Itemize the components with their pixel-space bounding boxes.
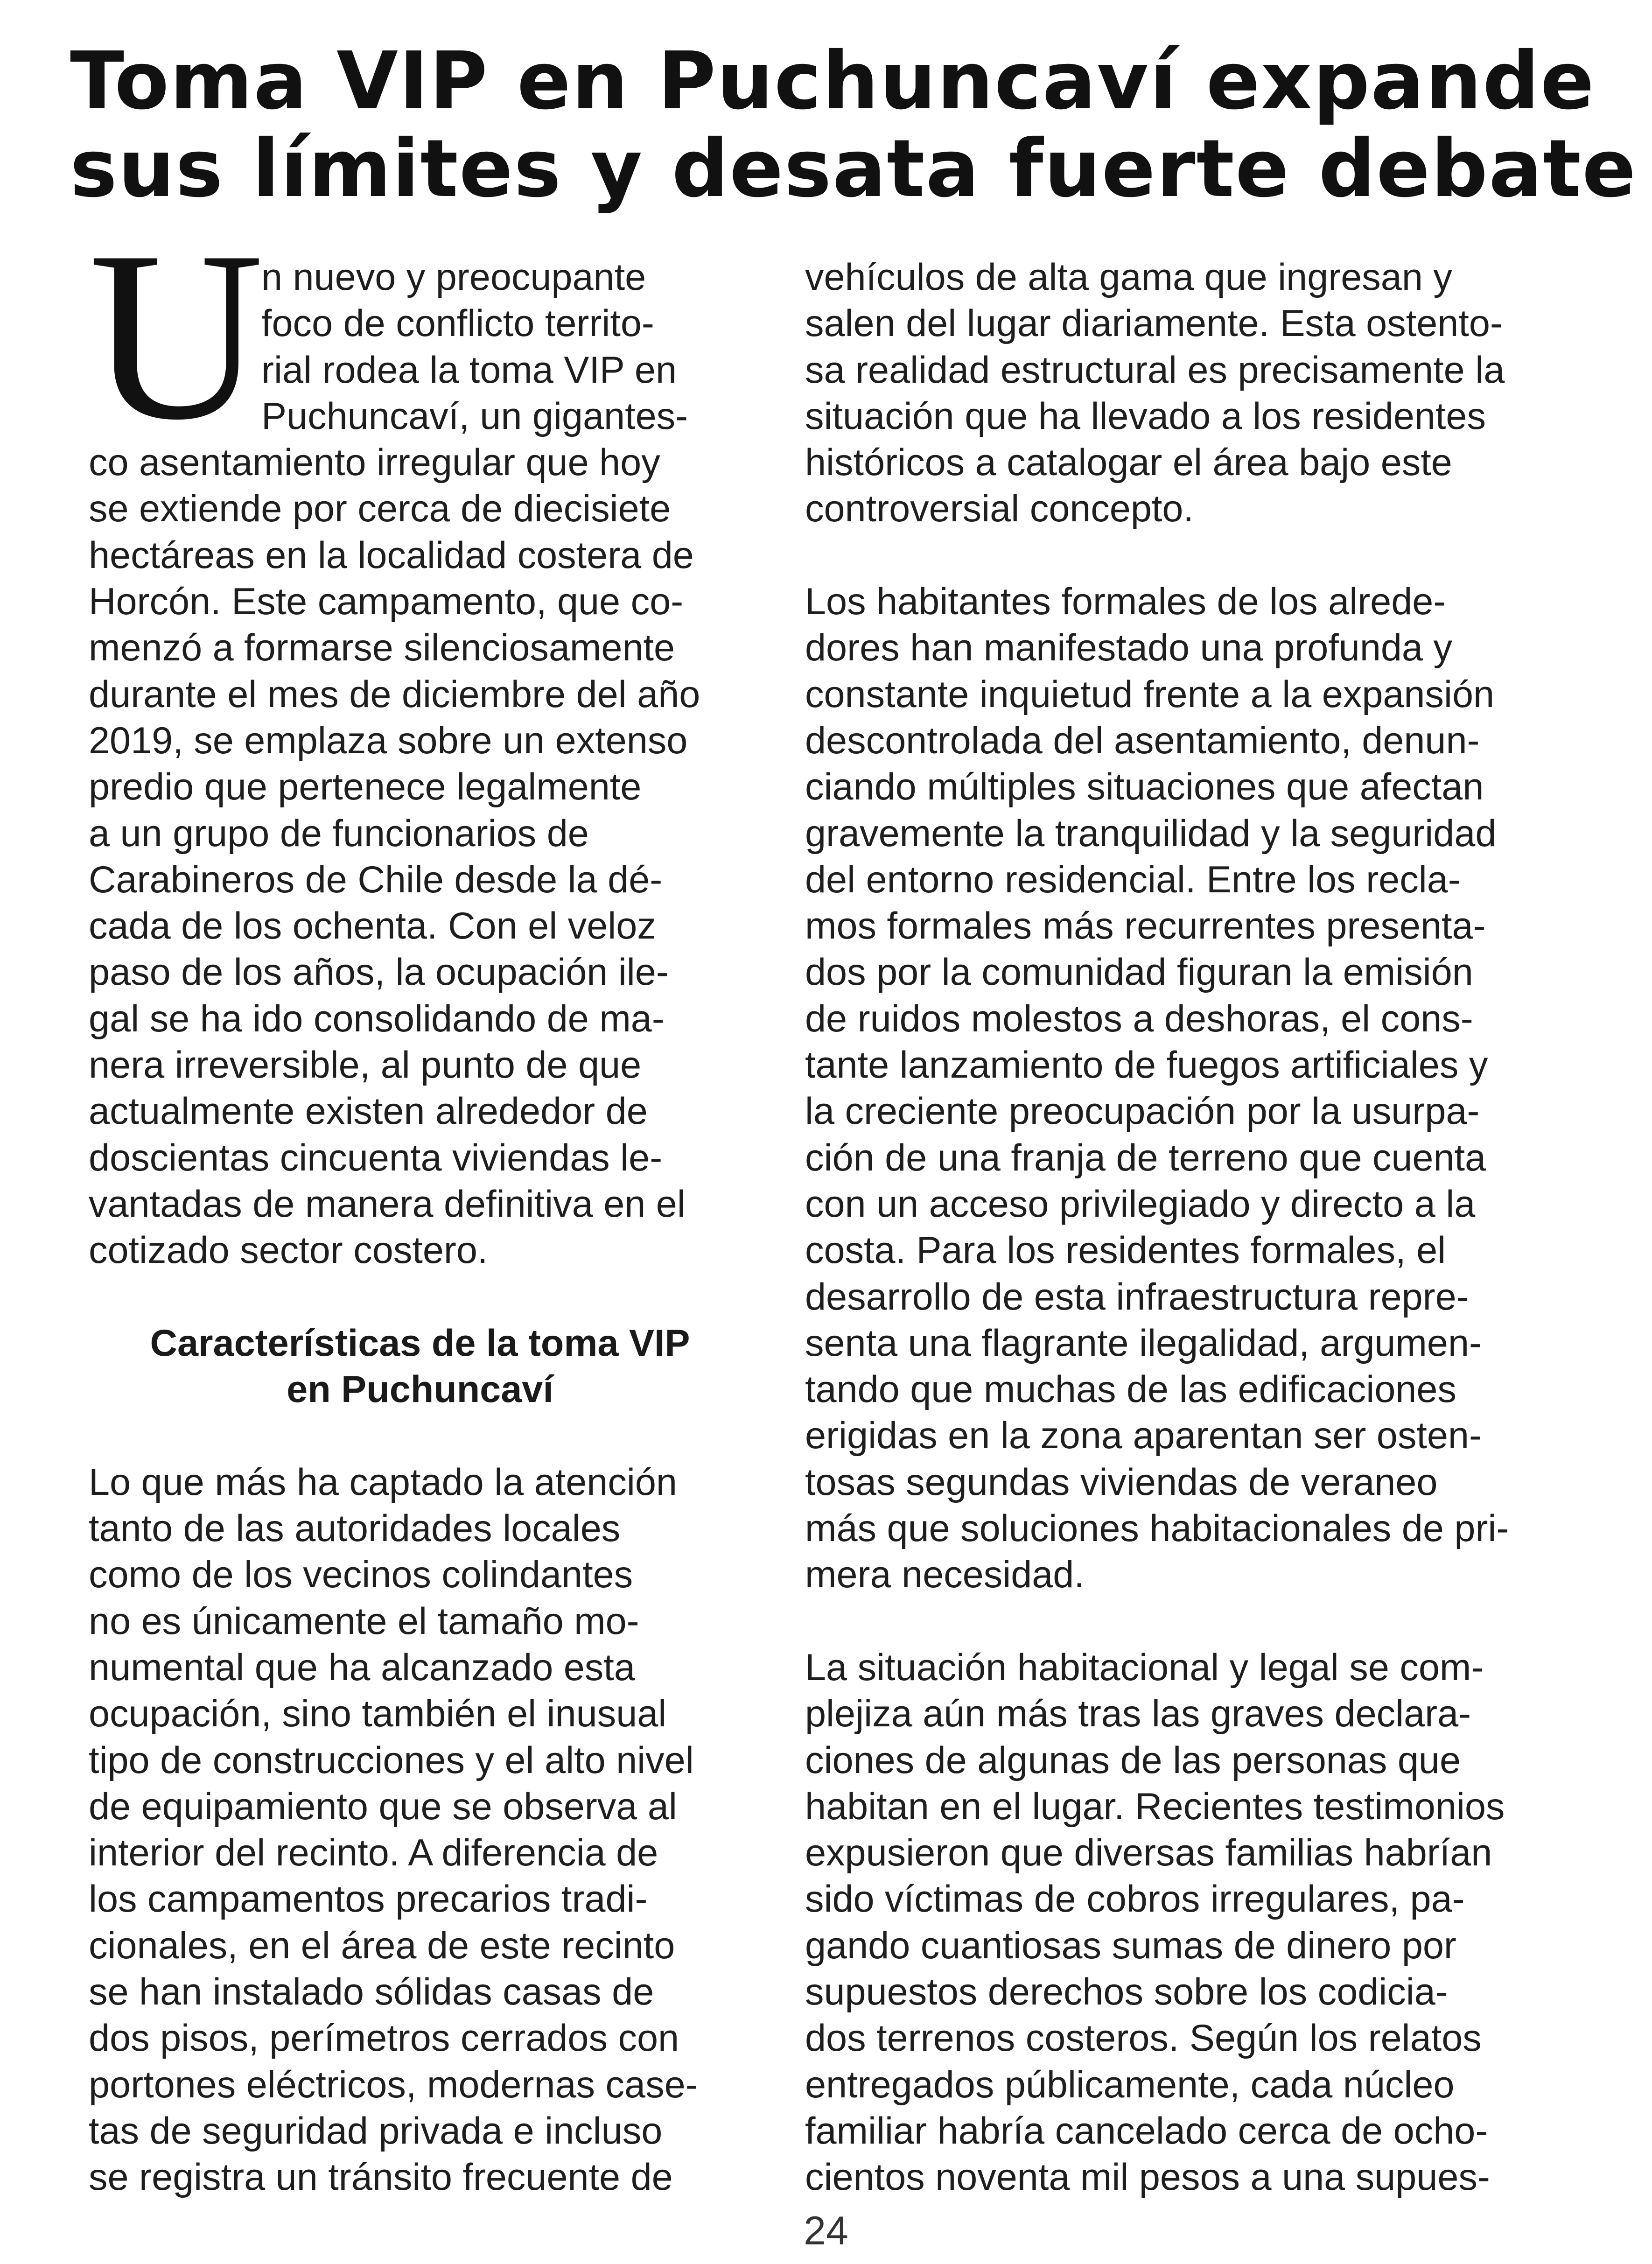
text-line: tante lanzamiento de fuegos artificiales y: [805, 1044, 1488, 1086]
text-line: costa. Para los residentes formales, el: [805, 1229, 1446, 1272]
paragraph-spacer: [805, 533, 1570, 579]
text-line: a un grupo de funcionarios de: [89, 812, 589, 855]
paragraph-spacer: [805, 1598, 1570, 1645]
text-line: se han instalado sólidas casas de: [89, 1970, 654, 2013]
text-line: expusieron que diversas familias habrían: [805, 1832, 1492, 1874]
text-line: se registra un tránsito frecuente de: [89, 2156, 673, 2199]
paragraph-testimonies: [805, 1645, 1570, 2201]
text-line: numental que ha alcanzado esta: [89, 1646, 635, 1689]
text-line: situación que ha llevado a los residentes: [805, 395, 1486, 437]
text-line: doscientas cincuenta viviendas le-: [89, 1136, 663, 1179]
text-line: plejiza aún más tras las graves declara-: [805, 1693, 1471, 1735]
text-line: foco de conflicto territo-: [261, 302, 654, 345]
text-line: cotizado sector costero.: [89, 1229, 488, 1272]
paragraph-spacer: [89, 1413, 751, 1459]
text-line: como de los vecinos colindantes: [89, 1554, 633, 1596]
page-number: 24: [804, 2208, 848, 2253]
text-line: del entorno residencial. Entre los recla-: [805, 858, 1461, 901]
text-line: Los habitantes formales de los alrede-: [805, 581, 1446, 623]
text-line: predio que pertenece legalmente: [89, 766, 642, 808]
text-line: tando que muchas de las edificaciones: [805, 1368, 1456, 1411]
headline-line-1: Toma VIP en Puchuncaví expande: [70, 35, 1595, 127]
paragraph-intro: [89, 254, 751, 1274]
text-line: sido víctimas de cobros irregulares, pa-: [805, 1878, 1465, 1921]
text-line: Carabineros de Chile desde la dé-: [89, 858, 663, 901]
text-line: salen del lugar diariamente. Esta ostento-: [805, 302, 1503, 345]
paragraph-features: [89, 1459, 751, 2201]
subheading: [89, 1320, 751, 1413]
text-line: n nuevo y preocupante: [261, 256, 646, 298]
text-line: hectáreas en la localidad costera de: [89, 534, 694, 576]
text-line: no es únicamente el tamaño mo-: [89, 1600, 639, 1642]
text-line: más que soluciones habitacionales de pri-: [805, 1507, 1509, 1550]
paragraph-residents: [805, 579, 1570, 1598]
text-line: portones eléctricos, modernas case-: [89, 2063, 698, 2106]
text-line: tanto de las autoridades locales: [89, 1507, 621, 1550]
right-column: [805, 254, 1570, 2201]
text-line: la creciente preocupación por la usurpa-: [805, 1090, 1480, 1133]
text-line: ocupación, sino también el inusual: [89, 1693, 667, 1735]
text-line: interior del recinto. A diferencia de: [89, 1832, 658, 1874]
text-line: 2019, se emplaza sobre un extenso: [89, 719, 688, 762]
text-line: ción de una franja de terreno que cuenta: [805, 1136, 1486, 1179]
text-line: sa realidad estructural es precisamente la: [805, 349, 1505, 391]
text-line: menzó a formarse silenciosamente: [89, 627, 675, 669]
subheading-line: Características de la toma VIP: [150, 1322, 690, 1364]
text-line: dos por la comunidad figuran la emisión: [805, 951, 1473, 994]
text-line: dos pisos, perímetros cerrados con: [89, 2017, 679, 2060]
drop-cap: U: [89, 202, 264, 470]
text-line: dores han manifestado una profunda y: [805, 627, 1452, 669]
text-line: actualmente existen alrededor de: [89, 1090, 648, 1133]
text-line: vantadas de manera definitiva en el: [89, 1183, 686, 1225]
text-line: gravemente la tranquilidad y la seguridad: [805, 812, 1497, 855]
text-line: senta una flagrante ilegalidad, argumen-: [805, 1322, 1482, 1364]
paragraph-continuation: [805, 254, 1570, 533]
text-line: desarrollo de esta infraestructura repre-: [805, 1276, 1469, 1318]
subheading-line: en Puchuncaví: [287, 1368, 553, 1411]
text-line: entregados públicamente, cada núcleo: [805, 2063, 1455, 2106]
text-line: los campamentos precarios tradi-: [89, 1878, 648, 1921]
text-line: ciones de algunas de las personas que: [805, 1739, 1461, 1781]
text-line: constante inquietud frente a la expansión: [805, 673, 1495, 715]
text-line: de ruidos molestos a deshoras, el cons-: [805, 997, 1473, 1040]
text-line: rial rodea la toma VIP en: [261, 349, 677, 391]
text-line: Lo que más ha captado la atención: [89, 1461, 677, 1503]
text-line: durante el mes de diciembre del año: [89, 673, 700, 715]
text-line: tosas segundas viviendas de veraneo: [805, 1461, 1438, 1503]
text-line: tipo de construcciones y el alto nivel: [89, 1739, 694, 1781]
text-line: La situación habitacional y legal se com-: [805, 1646, 1484, 1689]
text-line: cientos noventa mil pesos a una supues-: [805, 2156, 1490, 2199]
text-line: controversial concepto.: [805, 488, 1194, 530]
text-line: ciando múltiples situaciones que afectan: [805, 766, 1484, 808]
text-line: gando cuantiosas sumas de dinero por: [805, 1924, 1456, 1967]
text-line: Horcón. Este campamento, que co-: [89, 581, 684, 623]
headline: [70, 35, 1637, 215]
text-line: dos terrenos costeros. Según los relatos: [805, 2017, 1482, 2060]
headline-line-2: sus límites y desata fuerte debate: [70, 123, 1637, 215]
left-column: [89, 254, 751, 2201]
text-line: mos formales más recurrentes presenta-: [805, 905, 1486, 947]
text-line: se extiende por cerca de diecisiete: [89, 488, 671, 530]
text-line: mera necesidad.: [805, 1554, 1085, 1596]
text-line: supuestos derechos sobre los codicia-: [805, 1970, 1448, 2013]
text-line: gal se ha ido consolidando de ma-: [89, 997, 665, 1040]
text-line: Puchuncaví, un gigantes-: [261, 395, 688, 437]
text-line: cionales, en el área de este recinto: [89, 1924, 675, 1967]
text-line: históricos a catalogar el área bajo este: [805, 442, 1452, 484]
text-line: co asentamiento irregular que hoy: [89, 442, 660, 484]
paragraph-spacer: [89, 1274, 751, 1320]
text-line: vehículos de alta gama que ingresan y: [805, 256, 1452, 298]
text-line: con un acceso privilegiado y directo a la: [805, 1183, 1476, 1225]
text-line: descontrolada del asentamiento, denun-: [805, 719, 1480, 762]
text-line: familiar habría cancelado cerca de ocho-: [805, 2110, 1488, 2152]
text-line: erigidas en la zona aparentan ser osten-: [805, 1415, 1482, 1457]
text-line: tas de seguridad privada e incluso: [89, 2110, 663, 2152]
text-line: nera irreversible, al punto de que: [89, 1044, 642, 1086]
text-line: paso de los años, la ocupación ile-: [89, 951, 669, 994]
text-line: cada de los ochenta. Con el veloz: [89, 905, 656, 947]
text-line: habitan en el lugar. Recientes testimonios: [805, 1785, 1505, 1828]
text-line: de equipamiento que se observa al: [89, 1785, 677, 1828]
